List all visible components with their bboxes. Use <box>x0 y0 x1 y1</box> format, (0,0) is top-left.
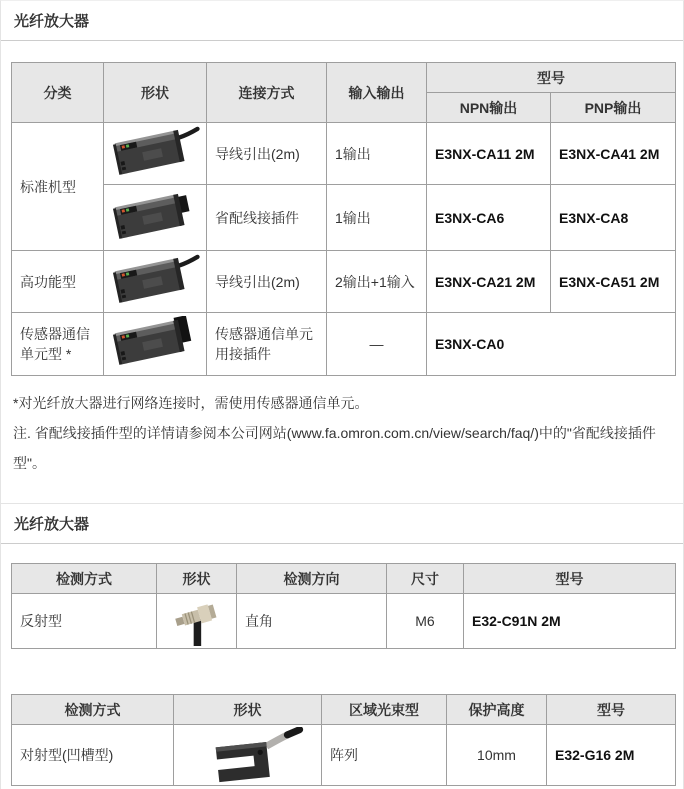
category-cell: 传感器通信单元型 * <box>12 313 104 376</box>
io-cell: — <box>327 313 427 376</box>
section-fiber-amplifier <box>1 1 683 478</box>
table-row <box>12 313 676 376</box>
header-io: 输入输出 <box>327 63 427 123</box>
header-shape: 形状 <box>174 695 322 725</box>
amplifier-comm-connector-type-image <box>106 316 204 372</box>
connection-cell: 导线引出(2m) <box>207 123 327 185</box>
header-shape: 形状 <box>157 564 237 594</box>
footnote-comm-unit: *对光纤放大器进行网络连接时，需使用传感器通信单元。 <box>13 395 369 411</box>
table-header-row <box>12 564 676 594</box>
amplifier-table <box>11 62 676 376</box>
groove-fork-fiber-sensor-image <box>176 727 319 783</box>
table-row <box>12 594 676 649</box>
header-detection-method: 检测方式 <box>12 695 174 725</box>
header-size: 尺寸 <box>387 564 464 594</box>
shape-cell <box>104 313 207 376</box>
table-row <box>12 725 676 786</box>
connection-cell: 省配线接插件 <box>207 185 327 251</box>
section-title: 光纤放大器 <box>1 504 683 544</box>
header-detection-method: 检测方式 <box>12 564 157 594</box>
protective-height-cell: 10mm <box>447 725 547 786</box>
amplifier-with-cable-image <box>106 254 204 310</box>
size-cell: M6 <box>387 594 464 649</box>
connection-cell: 传感器通信单元用接插件 <box>207 313 327 376</box>
detection-method-cell: 对射型(凹槽型) <box>12 725 174 786</box>
model-cell: E32-G16 2M <box>547 725 676 786</box>
footnote-website: 注. 省配线接插件型的详情请参阅本公司网站(www.fa.omron.com.cn/view/search/faq/)中的"省配线接插件型"。 <box>13 425 656 471</box>
header-area-beam: 区域光束型 <box>322 695 447 725</box>
model-cell: E3NX-CA0 <box>427 313 676 376</box>
header-protective-height: 保护高度 <box>447 695 547 725</box>
amplifier-with-cable-image <box>106 126 204 182</box>
header-detection-direction: 检测方向 <box>237 564 387 594</box>
header-shape: 形状 <box>104 63 207 123</box>
header-category: 分类 <box>12 63 104 123</box>
pnp-model-cell: E3NX-CA41 2M <box>551 123 676 185</box>
category-cell: 标准机型 <box>12 123 104 251</box>
shape-cell <box>174 725 322 786</box>
table-row <box>12 123 676 185</box>
m6-right-angle-fiber-head-image <box>159 596 234 646</box>
section-content <box>1 62 683 376</box>
groove-fiber-table <box>11 694 676 786</box>
table-header-row <box>12 63 676 93</box>
detection-method-cell: 反射型 <box>12 594 157 649</box>
footnotes <box>1 376 683 478</box>
header-pnp-output: PNP输出 <box>551 93 676 123</box>
reflective-fiber-table <box>11 563 676 649</box>
section-content <box>1 563 683 786</box>
shape-cell <box>104 123 207 185</box>
io-cell: 1输出 <box>327 123 427 185</box>
connection-cell: 导线引出(2m) <box>207 251 327 313</box>
shape-cell <box>104 185 207 251</box>
table-row <box>12 185 676 251</box>
pnp-model-cell: E3NX-CA51 2M <box>551 251 676 313</box>
category-cell: 高功能型 <box>12 251 104 313</box>
section-title: 光纤放大器 <box>1 1 683 41</box>
shape-cell <box>157 594 237 649</box>
io-cell: 1输出 <box>327 185 427 251</box>
header-npn-output: NPN输出 <box>427 93 551 123</box>
header-model: 型号 <box>427 63 676 93</box>
npn-model-cell: E3NX-CA11 2M <box>427 123 551 185</box>
table-row <box>12 251 676 313</box>
area-beam-cell: 阵列 <box>322 725 447 786</box>
amplifier-connector-type-image <box>106 190 204 246</box>
pnp-model-cell: E3NX-CA8 <box>551 185 676 251</box>
section-fiber-units <box>1 503 683 786</box>
header-model: 型号 <box>464 564 676 594</box>
model-cell: E32-C91N 2M <box>464 594 676 649</box>
detection-direction-cell: 直角 <box>237 594 387 649</box>
table-header-row <box>12 695 676 725</box>
io-cell: 2输出+1输入 <box>327 251 427 313</box>
shape-cell <box>104 251 207 313</box>
npn-model-cell: E3NX-CA21 2M <box>427 251 551 313</box>
header-connection: 连接方式 <box>207 63 327 123</box>
npn-model-cell: E3NX-CA6 <box>427 185 551 251</box>
header-model: 型号 <box>547 695 676 725</box>
